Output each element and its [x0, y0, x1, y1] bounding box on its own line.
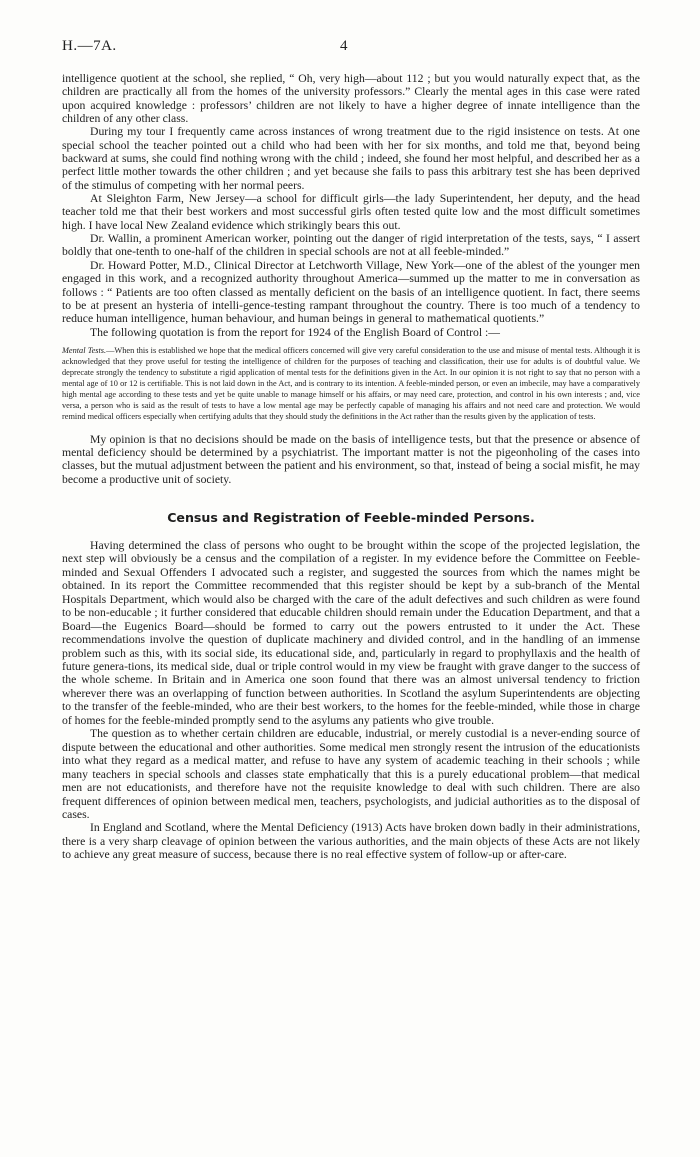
block-quote — [62, 345, 640, 423]
paragraph: In England and Scotland, where the Mental Deficiency (1913) Acts have broken down badly in their administrations, there is a very sharp cleavage of opinion between the various authorities, and the main objects of these Acts are not likely to achieve any great measure of success, because there is no real effective system of follow-up or after-care. — [62, 821, 640, 862]
paragraph: During my tour I frequently came across instances of wrong treatment due to the rigid insistence on tests. At one special school the teacher pointed out a child who had been with her for six months, and told me that, beyond being backward at sums, she could find nothing wrong with the child ; indeed, she found her most helpful, and described her as a perfect little mother towards the other children ; and yet because she fails to pass this arbitrary test she has been deprived of the stimulus of competing with her normal peers. — [62, 125, 640, 192]
quote-text: —When this is established we hope that the medical officers concerned will give very careful consideration to the use and misuse of mental tests. Although it is acknowledged that they prove useful for testing the intelligence of children for the purposes of teaching and classification, their use for adults is of doubtful value. We deprecate strongly the tendency to substitute a rigid application of mental tests for the definitions given in the Act. In our opinion it is not right to say that no person with a mental age of 10 or 12 is certifiable. This is not laid down in the Act, and is contrary to its intention. A feeble-minded person, or even an imbecile, may have a comparatively high mental age according to these tests and yet be quite unable to manage himself or his affairs, or may need care, protection, and control in his own interests ; and, vice versa, a person who is said as the result of tests to have a low mental age may be perfectly capable of managing his affairs and not need care and protection. We would remind medical officers especially when certifying adults that they should study the definitions in the Act rather than the results given by the application of tests. — [62, 345, 640, 422]
paragraph: Having determined the class of persons who ought to be brought within the scope of the projected legislation, the next step will obviously be a census and the compilation of a register. In my evidence before the Committee on Feeble-minded and Sexual Offenders I advocated such a register, and suggested the sources from which the names might be obtained. In its report the Committee recommended that this register should be kept by a sub-branch of the Mental Hospitals Department, which would also be charged with the care of the adult defectives and such children as were found to be non-educable ; it further considered that educable children should remain under the Education Department, and that a Board—the Eugenics Board—should be formed to carry out the powers entrusted to it under the Act. These recommendations involve the question of duplicate machinery and divided control, and in the handling of an immense problem such as this, with its social side, its educational side, and, particularly in regard to prophyllaxis and the health of future genera-tions, its medical side, dual or triple control would in my view be fraught with grave danger to the success of the whole scheme. In Britain and in America one soon found that there was an almost universal tendency to friction wherever there was an overlapping of function between authorities. In Scotland the asylum Superintendents are objecting to the transfer of the feeble-minded, who are their best workers, to the homes for the feeble-minded, while those in charge of homes for the feeble-minded promptly send to the asylums any patients who give trouble. — [62, 538, 640, 727]
paragraph: My opinion is that no decisions should be made on the basis of intelligence tests, but that the presence or absence of mental deficiency should be determined by a psychiatrist. The important matter is not the pigeonholing of the cases into classes, but the mutual adjustment between the patient and his environment, so that, instead of being a social misfit, he may become a productive unit of society. — [62, 432, 640, 486]
paragraph: intelligence quotient at the school, she replied, “ Oh, very high—about 112 ; but you would naturally expect that, as the children are practically all from the homes of the university professors.” Clearly the mental ages in this case were rated upon acquired knowledge : professors’ children are not likely to have a higher degree of innate intelligence than the children of any other class. — [62, 72, 640, 126]
quote-lead: Mental Tests. — [62, 345, 107, 355]
paragraph: Dr. Howard Potter, M.D., Clinical Director at Letchworth Village, New York—one of the ablest of the younger men engaged in this work, and a recognized authority throughout America—summed up the matter to me in conversation as follows : “ Patients are too often classed as mentally deficient on the basis of an intelligence quotient. In fact, there seems to be at present an hysteria of intelli-gence-testing rampant throughout the country. There is too much of a tendency to reduce human intelligence, human behaviour, and human beings in general to mathematical quotients.” — [62, 258, 640, 326]
section-body — [62, 539, 640, 862]
section-heading: Census and Registration of Feeble-minded Persons. — [167, 509, 535, 525]
body-text — [62, 72, 640, 862]
paragraph: At Sleighton Farm, New Jersey—a school for difficult girls—the lady Superintendent, her deputy, and the head teacher told me that their best workers and most successful girls often tested quite low and the most difficult sometimes high. I have local New Zealand evidence which strikingly bears this out. — [62, 192, 640, 232]
page-number: 4 — [340, 38, 348, 54]
paragraph: The following quotation is from the report for 1924 of the English Board of Control :— — [90, 325, 500, 339]
document-reference: H.—7A. — [62, 38, 117, 54]
paragraph: The question as to whether certain children are educable, industrial, or merely custodial is a never-ending source of dispute between the educational and other authorities. Some medical men strongly resent the intrusion of the educationists into what they regard as a medical matter, and refuse to have any system of academic teaching in their schools ; while many teachers in special schools and classes state emphatically that this is a purely educational problem—that medical men are not educationists, and therefore have not the requisite knowledge to deal with such children. There are also frequent differences of opinion between medical men, teachers, psychologists, and judicial authorities as to the disposal of cases. — [62, 727, 640, 821]
paragraph: Dr. Wallin, a prominent American worker, pointing out the danger of rigid interpretation of the tests, says, “ I assert boldly that one-tenth to one-half of the children in special schools are not at all feeble-minded.” — [62, 232, 640, 259]
